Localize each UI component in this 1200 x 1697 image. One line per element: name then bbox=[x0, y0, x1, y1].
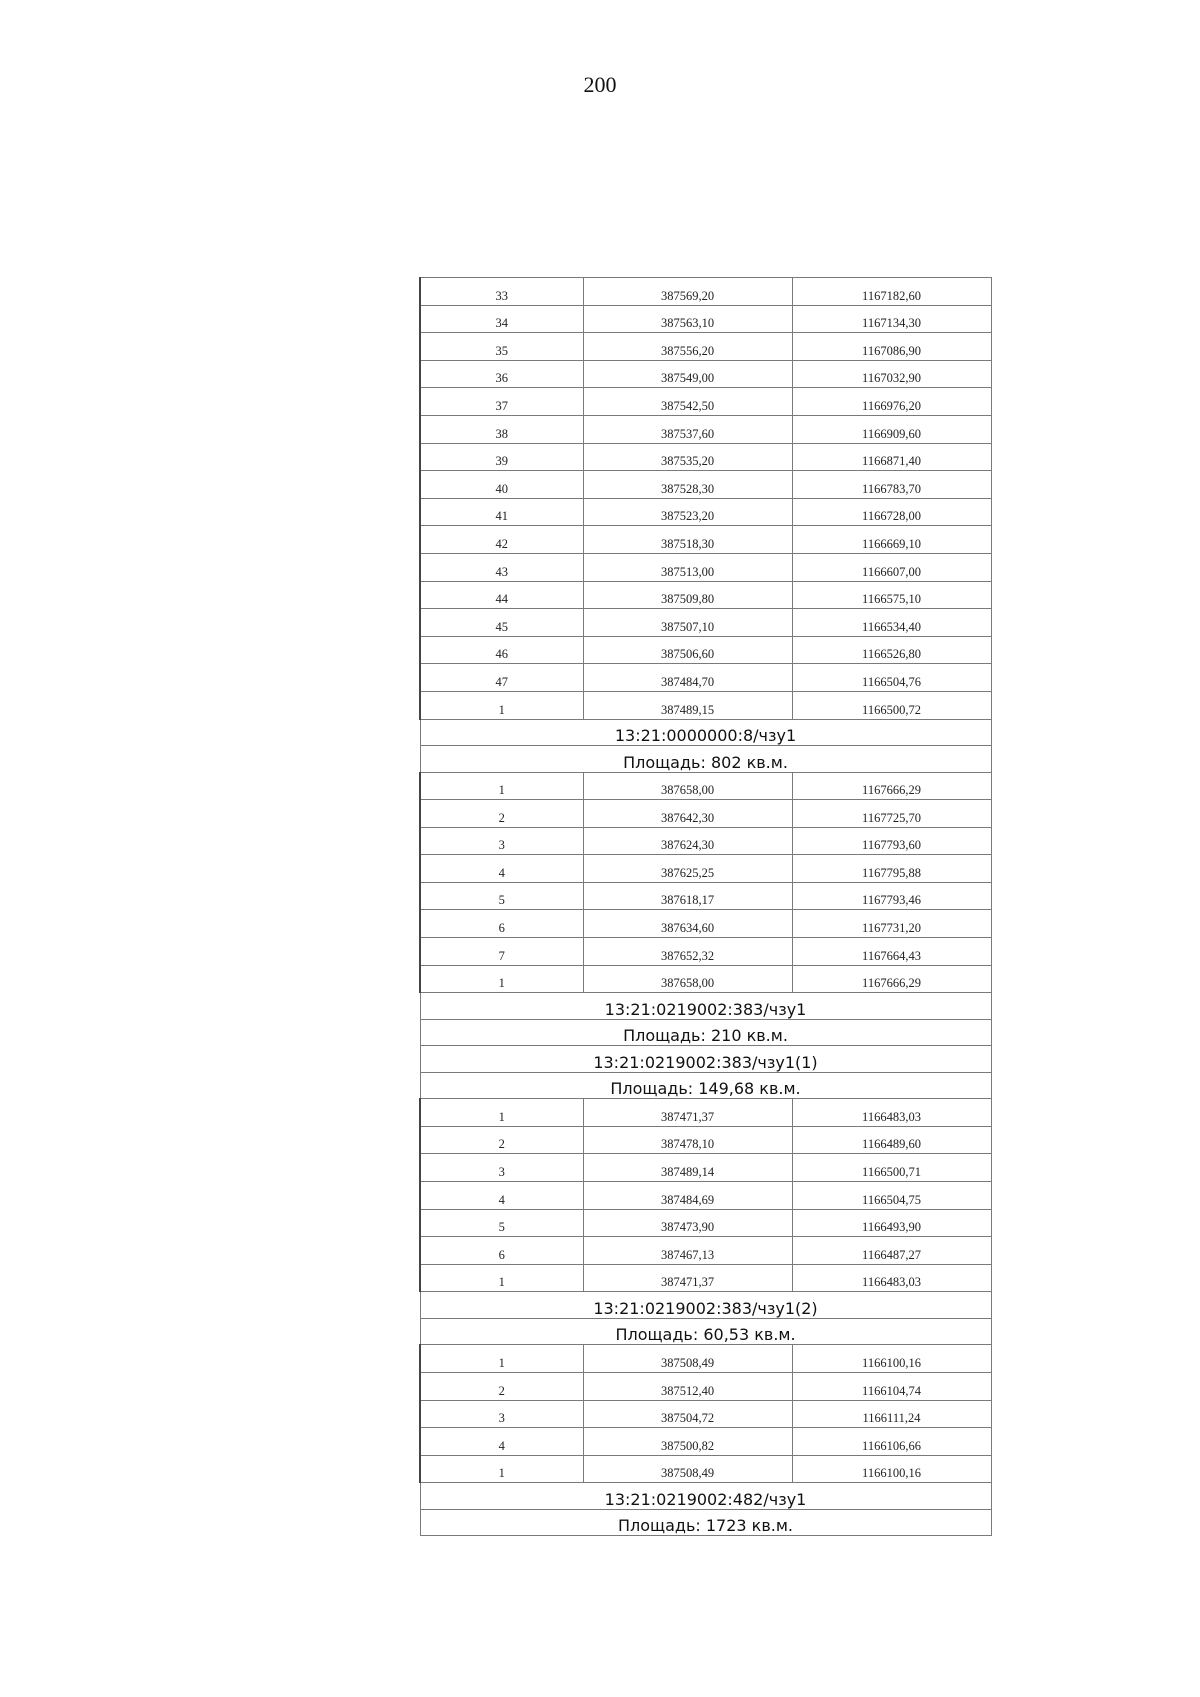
y-coordinate-cell: 1167795,88 bbox=[792, 855, 991, 883]
table-row bbox=[420, 609, 991, 637]
y-coordinate-cell: 1166607,00 bbox=[792, 553, 991, 581]
table-row bbox=[420, 1264, 991, 1292]
y-coordinate-cell: 1166976,20 bbox=[792, 388, 991, 416]
point-number-cell: 40 bbox=[420, 471, 583, 499]
y-coordinate-cell: 1167182,60 bbox=[792, 278, 991, 306]
section-header-text: 13:21:0000000:8/чзу1 bbox=[420, 719, 991, 746]
y-coordinate-cell: 1166487,27 bbox=[792, 1237, 991, 1265]
x-coordinate-cell: 387489,15 bbox=[583, 691, 792, 719]
point-number-cell: 35 bbox=[420, 333, 583, 361]
table-row bbox=[420, 800, 991, 828]
section-header-row bbox=[420, 993, 991, 1020]
y-coordinate-cell: 1166575,10 bbox=[792, 581, 991, 609]
table-row bbox=[420, 278, 991, 306]
y-coordinate-cell: 1166483,03 bbox=[792, 1264, 991, 1292]
point-number-cell: 6 bbox=[420, 910, 583, 938]
y-coordinate-cell: 1166106,66 bbox=[792, 1428, 991, 1456]
x-coordinate-cell: 387542,50 bbox=[583, 388, 792, 416]
table-row bbox=[420, 855, 991, 883]
y-coordinate-cell: 1166534,40 bbox=[792, 609, 991, 637]
point-number-cell: 42 bbox=[420, 526, 583, 554]
x-coordinate-cell: 387528,30 bbox=[583, 471, 792, 499]
table-row bbox=[420, 471, 991, 499]
table-row bbox=[420, 333, 991, 361]
point-number-cell: 36 bbox=[420, 360, 583, 388]
x-coordinate-cell: 387658,00 bbox=[583, 965, 792, 993]
y-coordinate-cell: 1166100,16 bbox=[792, 1455, 991, 1483]
x-coordinate-cell: 387556,20 bbox=[583, 333, 792, 361]
table-row bbox=[420, 360, 991, 388]
section-header-text: 13:21:0219002:383/чзу1(1) bbox=[420, 1046, 991, 1073]
table-row bbox=[420, 636, 991, 664]
point-number-cell: 3 bbox=[420, 1154, 583, 1182]
y-coordinate-cell: 1166909,60 bbox=[792, 415, 991, 443]
section-header-row bbox=[420, 719, 991, 746]
x-coordinate-cell: 387513,00 bbox=[583, 553, 792, 581]
table-row bbox=[420, 772, 991, 800]
x-coordinate-cell: 387500,82 bbox=[583, 1428, 792, 1456]
x-coordinate-cell: 387471,37 bbox=[583, 1264, 792, 1292]
y-coordinate-cell: 1166871,40 bbox=[792, 443, 991, 471]
table-row bbox=[420, 691, 991, 719]
table-row bbox=[420, 1373, 991, 1401]
y-coordinate-cell: 1167725,70 bbox=[792, 800, 991, 828]
section-header-row bbox=[420, 1046, 991, 1073]
x-coordinate-cell: 387471,37 bbox=[583, 1099, 792, 1127]
point-number-cell: 37 bbox=[420, 388, 583, 416]
point-number-cell: 38 bbox=[420, 415, 583, 443]
page-number: 200 bbox=[583, 72, 617, 97]
x-coordinate-cell: 387509,80 bbox=[583, 581, 792, 609]
point-number-cell: 1 bbox=[420, 1099, 583, 1127]
section-header-text: Площадь: 1723 кв.м. bbox=[420, 1509, 991, 1536]
x-coordinate-cell: 387535,20 bbox=[583, 443, 792, 471]
point-number-cell: 2 bbox=[420, 800, 583, 828]
x-coordinate-cell: 387618,17 bbox=[583, 882, 792, 910]
point-number-cell: 33 bbox=[420, 278, 583, 306]
x-coordinate-cell: 387507,10 bbox=[583, 609, 792, 637]
y-coordinate-cell: 1166669,10 bbox=[792, 526, 991, 554]
section-header-row bbox=[420, 1509, 991, 1536]
table-row bbox=[420, 388, 991, 416]
point-number-cell: 4 bbox=[420, 1428, 583, 1456]
table-row bbox=[420, 882, 991, 910]
coordinates-table-body bbox=[420, 278, 991, 1536]
point-number-cell: 1 bbox=[420, 965, 583, 993]
x-coordinate-cell: 387563,10 bbox=[583, 305, 792, 333]
x-coordinate-cell: 387512,40 bbox=[583, 1373, 792, 1401]
table-row bbox=[420, 305, 991, 333]
x-coordinate-cell: 387506,60 bbox=[583, 636, 792, 664]
point-number-cell: 1 bbox=[420, 772, 583, 800]
section-header-text: Площадь: 210 кв.м. bbox=[420, 1019, 991, 1046]
y-coordinate-cell: 1166500,71 bbox=[792, 1154, 991, 1182]
y-coordinate-cell: 1166100,16 bbox=[792, 1345, 991, 1373]
table-row bbox=[420, 910, 991, 938]
table-row bbox=[420, 1126, 991, 1154]
section-header-row bbox=[420, 1483, 991, 1510]
table-row bbox=[420, 664, 991, 692]
point-number-cell: 43 bbox=[420, 553, 583, 581]
y-coordinate-cell: 1167032,90 bbox=[792, 360, 991, 388]
point-number-cell: 45 bbox=[420, 609, 583, 637]
table-row bbox=[420, 1237, 991, 1265]
x-coordinate-cell: 387484,70 bbox=[583, 664, 792, 692]
y-coordinate-cell: 1166500,72 bbox=[792, 691, 991, 719]
point-number-cell: 5 bbox=[420, 1209, 583, 1237]
point-number-cell: 41 bbox=[420, 498, 583, 526]
section-header-text: Площадь: 802 кв.м. bbox=[420, 746, 991, 773]
table-row bbox=[420, 581, 991, 609]
x-coordinate-cell: 387652,32 bbox=[583, 938, 792, 966]
x-coordinate-cell: 387634,60 bbox=[583, 910, 792, 938]
section-header-text: 13:21:0219002:482/чзу1 bbox=[420, 1483, 991, 1510]
point-number-cell: 4 bbox=[420, 1182, 583, 1210]
table-row bbox=[420, 1455, 991, 1483]
y-coordinate-cell: 1167666,29 bbox=[792, 965, 991, 993]
point-number-cell: 1 bbox=[420, 1264, 583, 1292]
section-header-row bbox=[420, 1072, 991, 1099]
point-number-cell: 34 bbox=[420, 305, 583, 333]
point-number-cell: 44 bbox=[420, 581, 583, 609]
section-header-text: Площадь: 60,53 кв.м. bbox=[420, 1318, 991, 1345]
point-number-cell: 46 bbox=[420, 636, 583, 664]
y-coordinate-cell: 1166111,24 bbox=[792, 1400, 991, 1428]
y-coordinate-cell: 1167793,60 bbox=[792, 827, 991, 855]
x-coordinate-cell: 387549,00 bbox=[583, 360, 792, 388]
table-row bbox=[420, 827, 991, 855]
table-row bbox=[420, 1428, 991, 1456]
table-row bbox=[420, 1400, 991, 1428]
x-coordinate-cell: 387518,30 bbox=[583, 526, 792, 554]
table-row bbox=[420, 498, 991, 526]
point-number-cell: 5 bbox=[420, 882, 583, 910]
point-number-cell: 7 bbox=[420, 938, 583, 966]
table-row bbox=[420, 1209, 991, 1237]
table-row bbox=[420, 965, 991, 993]
point-number-cell: 2 bbox=[420, 1126, 583, 1154]
y-coordinate-cell: 1167664,43 bbox=[792, 938, 991, 966]
x-coordinate-cell: 387467,13 bbox=[583, 1237, 792, 1265]
point-number-cell: 1 bbox=[420, 1345, 583, 1373]
x-coordinate-cell: 387504,72 bbox=[583, 1400, 792, 1428]
y-coordinate-cell: 1166783,70 bbox=[792, 471, 991, 499]
y-coordinate-cell: 1167086,90 bbox=[792, 333, 991, 361]
x-coordinate-cell: 387484,69 bbox=[583, 1182, 792, 1210]
table-row bbox=[420, 1099, 991, 1127]
point-number-cell: 3 bbox=[420, 827, 583, 855]
y-coordinate-cell: 1166489,60 bbox=[792, 1126, 991, 1154]
table-row bbox=[420, 526, 991, 554]
y-coordinate-cell: 1167134,30 bbox=[792, 305, 991, 333]
point-number-cell: 39 bbox=[420, 443, 583, 471]
table-row bbox=[420, 1345, 991, 1373]
section-header-row bbox=[420, 1318, 991, 1345]
y-coordinate-cell: 1166504,75 bbox=[792, 1182, 991, 1210]
x-coordinate-cell: 387569,20 bbox=[583, 278, 792, 306]
y-coordinate-cell: 1167666,29 bbox=[792, 772, 991, 800]
section-header-row bbox=[420, 746, 991, 773]
point-number-cell: 1 bbox=[420, 1455, 583, 1483]
y-coordinate-cell: 1167793,46 bbox=[792, 882, 991, 910]
x-coordinate-cell: 387625,25 bbox=[583, 855, 792, 883]
point-number-cell: 4 bbox=[420, 855, 583, 883]
table-row bbox=[420, 415, 991, 443]
x-coordinate-cell: 387642,30 bbox=[583, 800, 792, 828]
section-header-row bbox=[420, 1292, 991, 1319]
section-header-row bbox=[420, 1019, 991, 1046]
x-coordinate-cell: 387508,49 bbox=[583, 1345, 792, 1373]
section-header-text: 13:21:0219002:383/чзу1 bbox=[420, 993, 991, 1020]
table-row bbox=[420, 938, 991, 966]
y-coordinate-cell: 1166504,76 bbox=[792, 664, 991, 692]
x-coordinate-cell: 387537,60 bbox=[583, 415, 792, 443]
table-row bbox=[420, 1182, 991, 1210]
x-coordinate-cell: 387523,20 bbox=[583, 498, 792, 526]
table-row bbox=[420, 553, 991, 581]
point-number-cell: 47 bbox=[420, 664, 583, 692]
x-coordinate-cell: 387489,14 bbox=[583, 1154, 792, 1182]
y-coordinate-cell: 1166526,80 bbox=[792, 636, 991, 664]
x-coordinate-cell: 387508,49 bbox=[583, 1455, 792, 1483]
section-header-text: 13:21:0219002:383/чзу1(2) bbox=[420, 1292, 991, 1319]
x-coordinate-cell: 387624,30 bbox=[583, 827, 792, 855]
y-coordinate-cell: 1166493,90 bbox=[792, 1209, 991, 1237]
coordinates-table bbox=[419, 277, 992, 1536]
y-coordinate-cell: 1167731,20 bbox=[792, 910, 991, 938]
point-number-cell: 1 bbox=[420, 691, 583, 719]
table-row bbox=[420, 1154, 991, 1182]
x-coordinate-cell: 387658,00 bbox=[583, 772, 792, 800]
y-coordinate-cell: 1166104,74 bbox=[792, 1373, 991, 1401]
y-coordinate-cell: 1166728,00 bbox=[792, 498, 991, 526]
y-coordinate-cell: 1166483,03 bbox=[792, 1099, 991, 1127]
point-number-cell: 2 bbox=[420, 1373, 583, 1401]
point-number-cell: 6 bbox=[420, 1237, 583, 1265]
point-number-cell: 3 bbox=[420, 1400, 583, 1428]
x-coordinate-cell: 387478,10 bbox=[583, 1126, 792, 1154]
section-header-text: Площадь: 149,68 кв.м. bbox=[420, 1072, 991, 1099]
x-coordinate-cell: 387473,90 bbox=[583, 1209, 792, 1237]
table-row bbox=[420, 443, 991, 471]
